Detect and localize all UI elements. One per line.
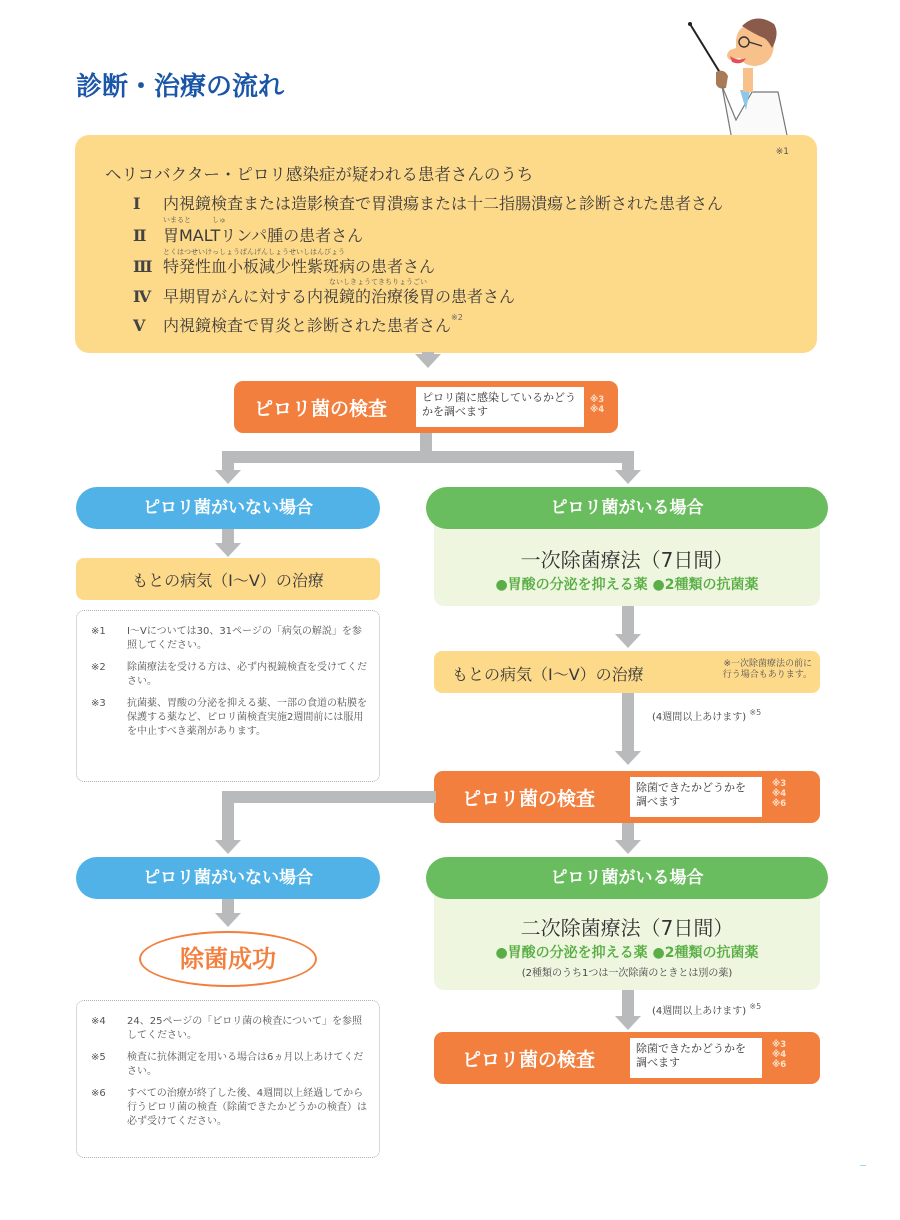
connector [622, 693, 634, 753]
eradication-success-badge: 除菌成功 [139, 931, 317, 987]
therapy-title: 一次除菌療法（7日間） [520, 548, 734, 572]
arrow-down-icon [615, 751, 641, 765]
footnote-item: ※6 すべての治療が終了した後、4週間以上経過してから行うピロリ菌の検査（除菌できたかどうかの検査）は必ず受けてください。 [91, 1088, 367, 1127]
page-title: 診断・治療の流れ [76, 72, 285, 102]
connector [622, 451, 634, 471]
doctor-pointer-illustration [680, 10, 820, 140]
ruby-annotation: とくはつせいけっしょうばんげんしょうせいしはんびょう [163, 248, 345, 256]
positive-branch-pill: ピロリ菌がいる場合 [426, 857, 828, 899]
arrow-down-icon [615, 470, 641, 484]
positive-branch-pill: ピロリ菌がいる場合 [426, 487, 828, 529]
arrow-down-icon [615, 634, 641, 648]
footnote-ref: ※1 [775, 147, 789, 157]
connector [222, 451, 634, 463]
treatment-label: もとの病気（I〜V）の治療 [452, 665, 644, 684]
test-description: 除菌できたかどうかを調べます [630, 777, 762, 817]
test-label: ピロリ菌の検査 [254, 398, 388, 420]
test-box-after-primary [434, 771, 820, 823]
footnote-item: ※1 I〜Vについては30、31ページの「病気の解説」を参照してください。 [91, 626, 362, 651]
footnotes-box-1 [76, 610, 380, 782]
therapy-drugs: ●胃酸の分泌を抑える薬 ●2種類の抗菌薬 [495, 577, 759, 593]
primary-therapy-panel [434, 520, 820, 606]
eligibility-item-1: Ⅰ 内視鏡検査または造影検査で胃潰瘍または十二指腸潰瘍と診断された患者さん [133, 194, 724, 213]
arrow-down-icon [215, 840, 241, 854]
arrow-down-icon [215, 543, 241, 557]
therapy-title: 二次除菌療法（7日間） [520, 916, 734, 940]
test-box-initial [234, 381, 618, 433]
test-notes: ※3 ※4 ※6 [772, 779, 787, 809]
wait-period-note: (4週間以上あけます) $^{※5}$ [652, 1002, 762, 1017]
therapy-subnote: (2種類のうち1つは一次除菌のときとは別の薬) [521, 968, 733, 979]
connector [622, 990, 634, 1018]
treatment-label: もとの病気（I〜V）の治療 [132, 571, 324, 590]
treatment-box-positive [434, 651, 820, 693]
therapy-drugs: ●胃酸の分泌を抑える薬 ●2種類の抗菌薬 [495, 945, 759, 961]
connector [422, 352, 434, 356]
test-label: ピロリ菌の検査 [462, 1049, 596, 1071]
connector [420, 433, 432, 453]
connector [222, 791, 436, 803]
footnote-item: ※4 24、25ページの「ピロリ菌の検査について」を参照してください。 [91, 1016, 363, 1041]
eligibility-item-2: Ⅱ 胃MALTリンパ腫の患者さん [133, 226, 364, 245]
eligibility-item-3: Ⅲ 特発性血小板減少性紫斑病の患者さん [133, 257, 436, 276]
arrow-down-icon [215, 470, 241, 484]
arrow-down-icon [615, 840, 641, 854]
test-description: 除菌できたかどうかを調べます [630, 1038, 762, 1078]
test-description: ピロリ菌に感染しているかどうかを調べます [416, 387, 584, 427]
wait-period-note: (4週間以上あけます) $^{※5}$ [652, 708, 762, 723]
footnote-item: ※3 抗菌薬、胃酸の分泌を抑える薬、一部の食道の粘膜を保護する薬など、ピロリ菌検査実施2週間前には服用を中止すべき薬剤があります。 [91, 698, 367, 737]
test-notes: ※3 ※4 [590, 395, 605, 415]
arrow-down-icon [215, 913, 241, 927]
eligibility-item-5: Ⅴ 内視鏡検査で胃炎と診断された患者さん$^{※2}$ [133, 313, 463, 335]
negative-branch-pill: ピロリ菌がいない場合 [76, 857, 380, 899]
arrow-down-icon [615, 1016, 641, 1030]
eligibility-item-4: Ⅳ 早期胃がんに対する内視鏡的治療後胃の患者さん [133, 287, 516, 306]
footnote-item: ※5 検査に抗体測定を用いる場合は6ヵ月以上あけてください。 [91, 1052, 364, 1077]
footnotes-box-2 [76, 1000, 380, 1158]
connector [622, 606, 634, 636]
eligibility-box [75, 135, 817, 353]
connector [222, 451, 234, 471]
eligibility-lead: ヘリコバクター・ピロリ感染症が疑われる患者さんのうち [105, 165, 534, 184]
ruby-annotation: いまると しゅ [163, 216, 226, 224]
page-mark [860, 1165, 866, 1166]
treatment-note: ※一次除菌療法の前に 行う場合もあります。 [722, 659, 812, 680]
arrow-down-icon [415, 354, 441, 368]
test-box-after-secondary [434, 1032, 820, 1084]
treatment-box [76, 558, 380, 600]
test-notes: ※3 ※4 ※6 [772, 1040, 787, 1070]
footnote-item: ※2 除菌療法を受ける方は、必ず内視鏡検査を受けてください。 [91, 662, 367, 687]
test-label: ピロリ菌の検査 [462, 788, 596, 810]
connector [222, 791, 234, 843]
ruby-annotation: ないしきょうてきちりょうごい [329, 278, 427, 286]
secondary-therapy-panel [434, 890, 820, 990]
negative-branch-pill: ピロリ菌がいない場合 [76, 487, 380, 529]
